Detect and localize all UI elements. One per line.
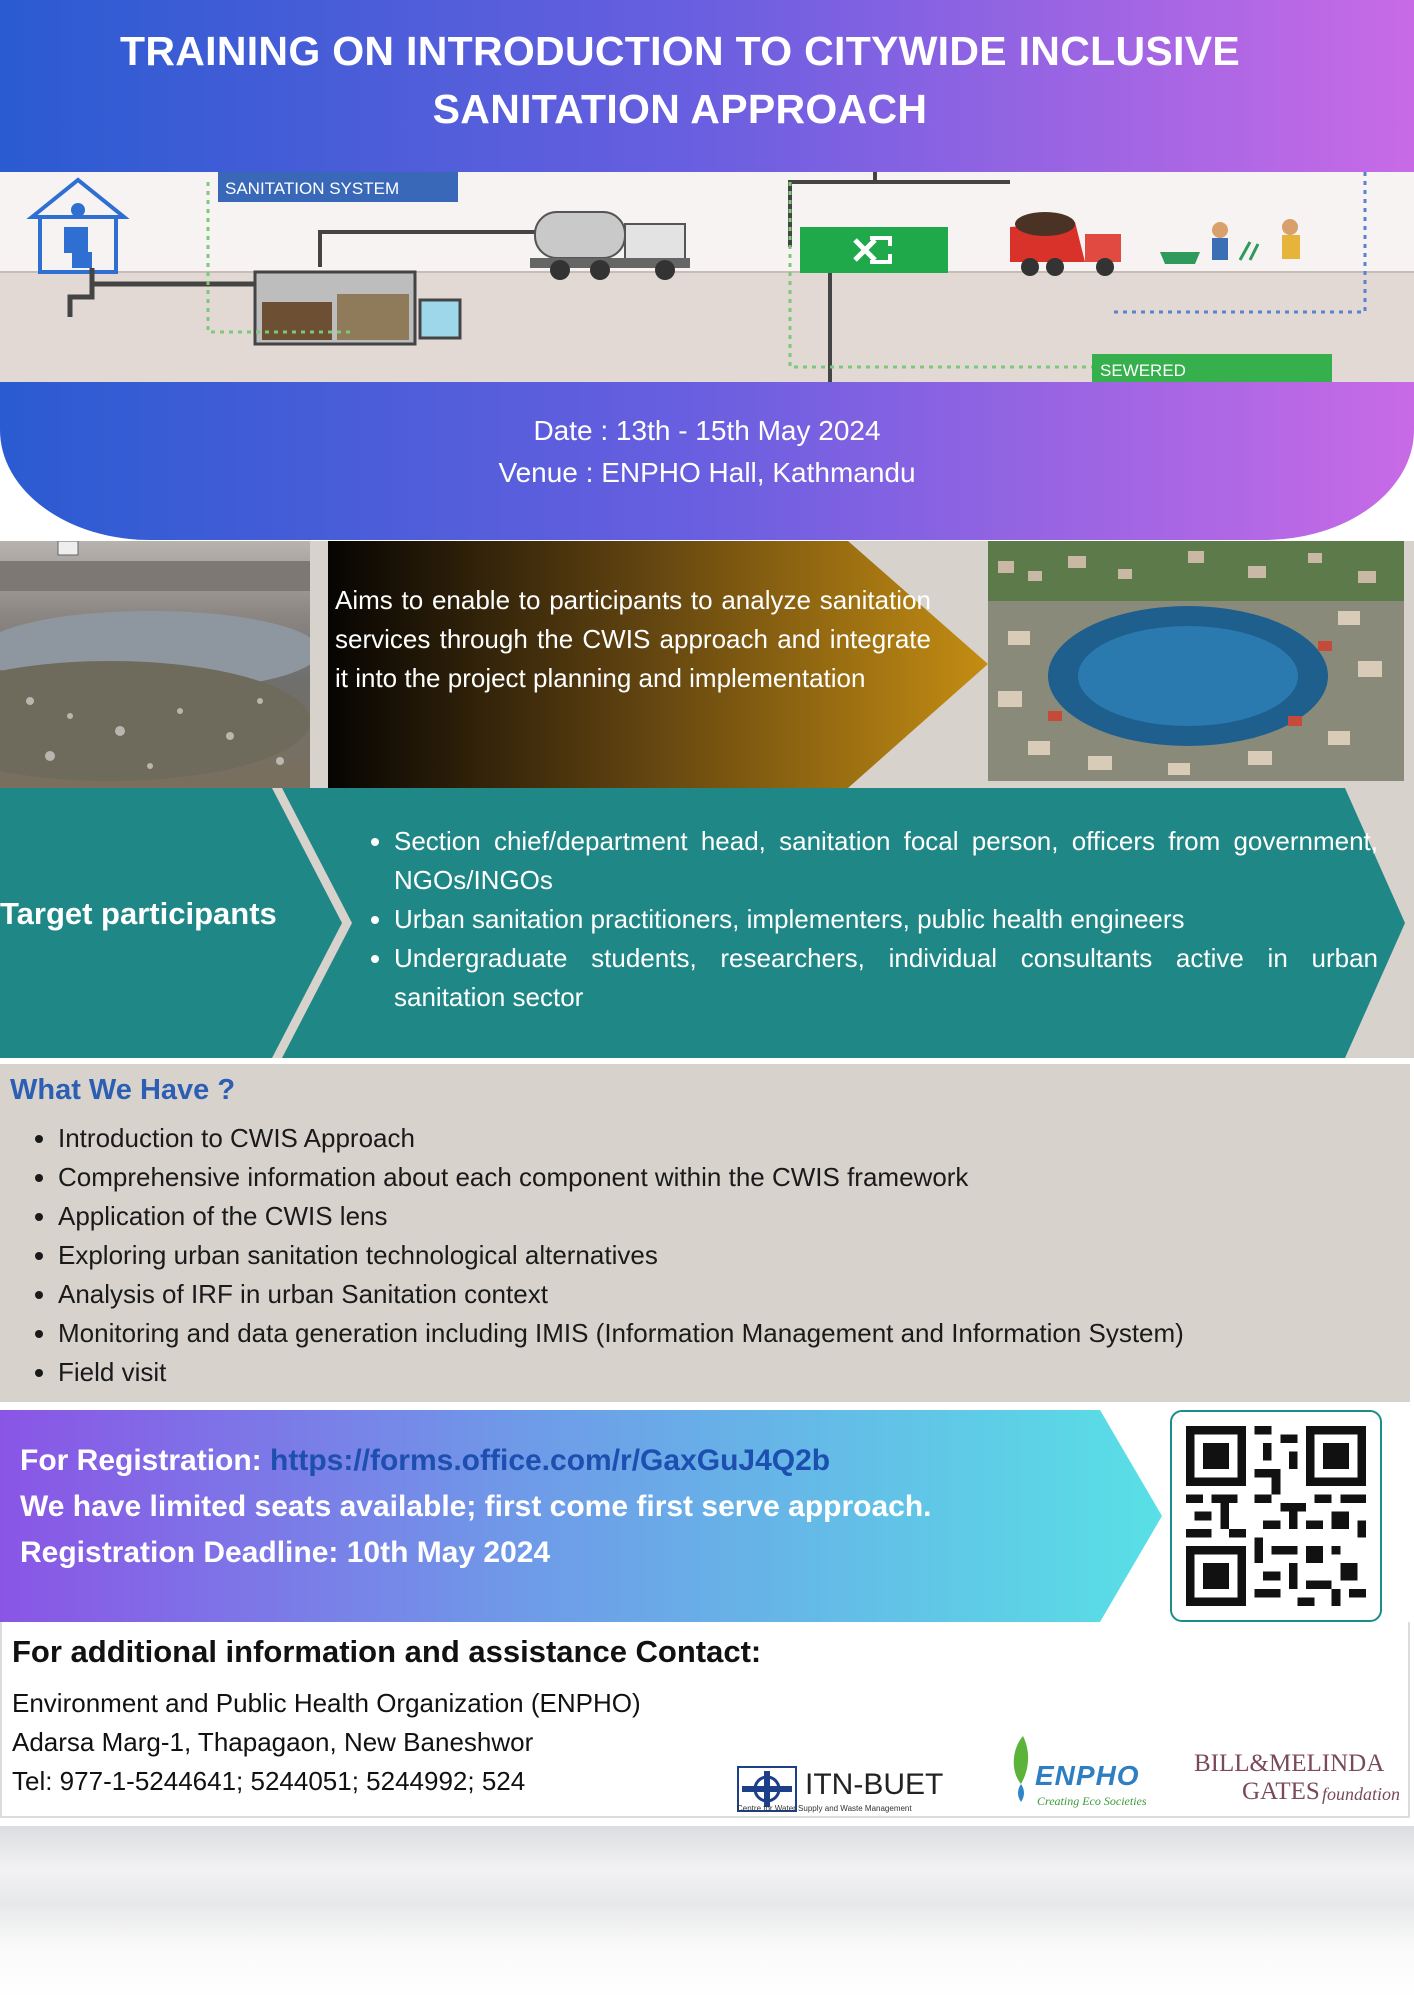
enpho-leaf-icon [1007, 1732, 1037, 1810]
list-item: • Application of the CWIS lens [58, 1197, 1392, 1236]
registration-text [20, 1438, 1120, 1576]
registration-row [0, 1410, 1414, 1622]
itn-buet-name: ITN-BUET [805, 1768, 944, 1801]
bottom-background [0, 1826, 1414, 2000]
itn-buet-logo [737, 1766, 952, 1818]
contact-section [0, 1622, 1410, 1818]
list-item: • Section chief/department head, sanitation focal person, officers from government, NGOs/INGOs [394, 822, 1378, 900]
contact-details [12, 1684, 641, 1801]
event-venue: Venue : ENPHO Hall, Kathmandu [498, 457, 916, 488]
list-item: • Introduction to CWIS Approach [58, 1119, 1392, 1158]
diagram-label-system: SANITATION SYSTEM [225, 179, 400, 198]
enpho-tagline: Creating Eco Societies [1037, 1794, 1147, 1808]
lake-city-photo [988, 541, 1404, 781]
gates-line-3: foundation [1322, 1784, 1401, 1804]
event-date: Date : 13th - 15th May 2024 [533, 415, 881, 446]
list-item: • Field visit [58, 1353, 1392, 1392]
event-info [0, 410, 1414, 494]
sanitation-system-diagram [0, 172, 1414, 382]
target-participants-row [0, 788, 1414, 1058]
registration-line [20, 1438, 1120, 1484]
target-label: Target participants [0, 896, 277, 931]
what-we-have-list [32, 1119, 1392, 1392]
qr-code[interactable] [1170, 1410, 1382, 1622]
diagram-label-sewered: SEWERED [1100, 361, 1186, 380]
enpho-logo [1007, 1732, 1167, 1810]
itn-buet-subtitle: Centre for Water Supply and Waste Management [737, 1804, 912, 1813]
list-item: • Exploring urban sanitation technological alternatives [58, 1236, 1392, 1275]
what-we-have-section [0, 1064, 1410, 1402]
what-we-have-title: What We Have ? [10, 1074, 236, 1106]
contact-address: Adarsa Marg-1, Thapagaon, New Baneshwor [12, 1727, 534, 1757]
gates-foundation-logo [1190, 1750, 1410, 1810]
page-title: TRAINING ON INTRODUCTION TO CITYWIDE INCLUSIVE SANITATION APPROACH [119, 28, 1241, 132]
registration-deadline: Registration Deadline: 10th May 2024 [20, 1536, 551, 1569]
registration-link[interactable]: https://forms.office.com/r/GaxGuJ4Q2b [270, 1444, 831, 1477]
list-item: • Urban sanitation practitioners, implementers, public health engineers [394, 900, 1378, 939]
gates-line-1: BILL&MELINDA [1194, 1750, 1385, 1777]
registration-seats: We have limited seats available; first come first serve approach. [20, 1490, 932, 1523]
contact-title: For additional information and assistance Contact: [12, 1634, 762, 1669]
qr-code-icon [1186, 1426, 1366, 1606]
target-list [368, 822, 1378, 1017]
enpho-name: ENPHO [1035, 1760, 1140, 1791]
registration-label: For Registration: [20, 1444, 271, 1477]
list-item: • Analysis of IRF in urban Sanitation context [58, 1275, 1392, 1314]
contact-phone: Tel: 977-1-5244641; 5244051; 5244992; 524 [12, 1766, 526, 1796]
aims-row [0, 541, 1414, 788]
list-item: • Comprehensive information about each component within the CWIS framework [58, 1158, 1392, 1197]
gates-line-2: GATES [1242, 1778, 1320, 1805]
treatment-icon [800, 227, 948, 273]
list-item: • Monitoring and data generation including IMIS (Information Management and Information System) [58, 1314, 1392, 1353]
diagram-illustration [0, 172, 1414, 382]
aims-text: Aims to enable to participants to analyze sanitation services through the CWIS approach and integrate it into the project planning and implementation [335, 585, 931, 693]
contact-org: Environment and Public Health Organization (ENPHO) [12, 1688, 641, 1718]
polluted-river-photo [0, 541, 310, 788]
list-item: • Undergraduate students, researchers, individual consultants active in urban sanitation sector [394, 939, 1378, 1017]
